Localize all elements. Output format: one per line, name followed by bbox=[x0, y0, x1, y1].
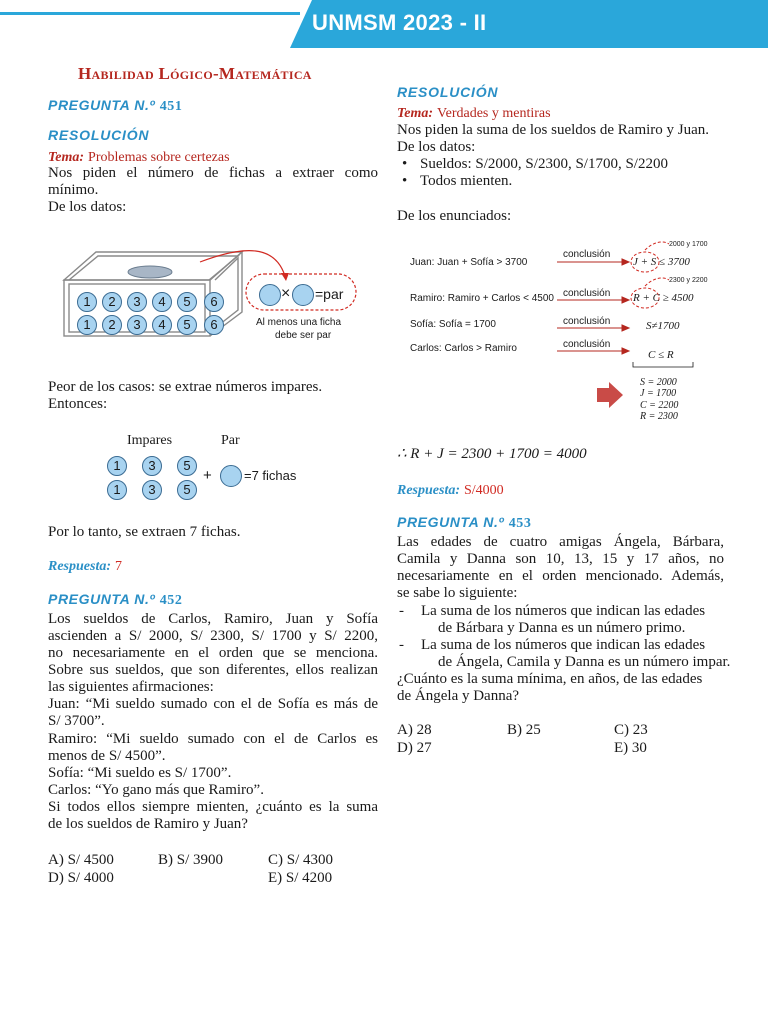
ball-token: 1 bbox=[107, 456, 127, 476]
tema-key: Tema: bbox=[397, 106, 434, 121]
header-title: UNMSM 2023 - II bbox=[312, 10, 487, 35]
option-b: B) S/ 3900 bbox=[158, 852, 224, 868]
note-line: debe ser par bbox=[275, 330, 332, 341]
ball-token: 4 bbox=[152, 315, 172, 335]
condition-item: - La suma de los números que indican las edades bbox=[421, 637, 705, 654]
tema-value: Verdades y mentiras bbox=[437, 106, 551, 121]
pregunta-452-heading bbox=[48, 591, 183, 609]
option-c: C) S/ 4300 bbox=[268, 852, 334, 868]
q452-text-line: Carlos: “Yo gano más que Ramiro”. bbox=[48, 782, 264, 798]
ball-token: 1 bbox=[107, 480, 127, 500]
tema-452 bbox=[397, 104, 551, 122]
pregunta-label: PREGUNTA N.º bbox=[48, 97, 156, 113]
ball-token: 1 bbox=[77, 315, 97, 335]
q452-text-line: Si todos ellos siempre mienten, ¿cuánto es la suma bbox=[48, 799, 378, 815]
q452-text-line: Sofía: “Mi sueldo es S/ 1700”. bbox=[48, 765, 232, 781]
pregunta-number: 453 bbox=[508, 516, 532, 531]
condition-item-cont: de Ángela, Camila y Danna es un número impar. bbox=[438, 654, 731, 670]
q453-text-line: Las edades de cuatro amigas Ángela, Bárbara, bbox=[397, 534, 724, 550]
q452-text-line: ascienden a S/ 2000, S/ 2300, S/ 1700 y S/ 2200, bbox=[48, 628, 378, 644]
q452-text-line: S/ 3700”. bbox=[48, 713, 105, 729]
header-rule bbox=[0, 12, 300, 15]
bullet-item: • Todos mienten. bbox=[420, 173, 512, 190]
final-value: C = 2200 bbox=[640, 400, 679, 411]
tema-451 bbox=[48, 148, 230, 166]
option-b: B) 25 bbox=[507, 722, 541, 738]
r452-text-line: De los datos: bbox=[397, 139, 476, 155]
par-label: Par bbox=[221, 433, 240, 448]
ball-token: 6 bbox=[204, 315, 224, 335]
tema-key: Tema: bbox=[48, 150, 85, 165]
ball-token: 3 bbox=[142, 456, 162, 476]
respuesta-452 bbox=[397, 481, 504, 499]
option-a: A) 28 bbox=[397, 722, 432, 738]
empty-ball bbox=[220, 465, 242, 487]
final-value: J = 1700 bbox=[640, 388, 677, 399]
respuesta-451 bbox=[48, 557, 122, 575]
ball-token: 5 bbox=[177, 315, 197, 335]
option-a: A) S/ 4500 bbox=[48, 852, 114, 868]
empty-ball bbox=[292, 284, 314, 306]
equals-par: =par bbox=[315, 286, 344, 302]
q451-text-line: Peor de los casos: se extrae números impares. bbox=[48, 379, 323, 395]
tema-value: Problemas sobre certezas bbox=[88, 150, 230, 165]
final-value: R = 2300 bbox=[640, 411, 678, 422]
pregunta-number: 451 bbox=[159, 99, 183, 114]
juan-result: J + S ≤ 3700 bbox=[633, 256, 690, 268]
page-header bbox=[0, 0, 768, 48]
empty-ball bbox=[259, 284, 281, 306]
resolucion-451-heading: RESOLUCIÓN bbox=[48, 127, 150, 143]
q453-text-line: se sabe lo siguiente: bbox=[397, 585, 518, 601]
q451-text-line: De los datos: bbox=[48, 199, 127, 215]
section-title: Habilidad Lógico-Matemática bbox=[78, 64, 312, 83]
option-e: E) S/ 4200 bbox=[268, 870, 333, 886]
pregunta-number: 452 bbox=[159, 593, 183, 608]
ball-token: 5 bbox=[177, 456, 197, 476]
condition-item-cont: de Bárbara y Danna es un número primo. bbox=[438, 620, 686, 636]
therefore-line: ∴ R + J = 2300 + 1700 = 4000 bbox=[397, 446, 587, 462]
juan-statement: Juan: Juan + Sofía > 3700 bbox=[410, 257, 528, 268]
ball-token: 6 bbox=[204, 292, 224, 312]
q453-text-line: necesariamente en el orden mencionado. Además, bbox=[397, 568, 724, 584]
condition-item: - La suma de los números que indican las edades bbox=[421, 603, 705, 620]
q452-text-line: de los sueldos de Ramiro y Juan? bbox=[48, 816, 248, 832]
respuesta-key: Respuesta: bbox=[397, 483, 460, 498]
note-line: Al menos una ficha bbox=[256, 317, 342, 328]
plus-sign: + bbox=[203, 467, 212, 484]
option-d: D) 27 bbox=[397, 740, 432, 756]
q451-text-line: Nos piden el número de fichas a extraer como bbox=[48, 165, 378, 181]
q453-question-line: ¿Cuánto es la suma mínima, en años, de las edades bbox=[397, 671, 703, 687]
q452-text-line: Sobre sus sueldos, que son diferentes, ellos realizan bbox=[48, 662, 378, 678]
q451-conclusion: Por lo tanto, se extraen 7 fichas. bbox=[48, 524, 241, 540]
q452-text-line: las siguientes afirmaciones: bbox=[48, 679, 214, 695]
hint-rc: 2300 y 2200 bbox=[669, 277, 708, 284]
ball-token: 3 bbox=[127, 292, 147, 312]
pregunta-label: PREGUNTA N.º bbox=[48, 591, 156, 607]
final-value: S = 2000 bbox=[640, 377, 677, 388]
carlos-statement: Carlos: Carlos > Ramiro bbox=[410, 343, 517, 354]
ball-token: 5 bbox=[177, 480, 197, 500]
respuesta-key: Respuesta: bbox=[48, 559, 111, 574]
q451-text-line: Entonces: bbox=[48, 396, 108, 412]
ball-token: 2 bbox=[102, 292, 122, 312]
conclusion-label: conclusión bbox=[563, 316, 611, 327]
impares-label: Impares bbox=[127, 433, 173, 448]
result-arrow bbox=[597, 382, 623, 408]
times-sign: × bbox=[281, 285, 291, 302]
respuesta-value: S/4000 bbox=[464, 483, 504, 498]
option-e: E) 30 bbox=[614, 740, 647, 756]
ball-token: 3 bbox=[127, 315, 147, 335]
conclusion-label: conclusión bbox=[563, 339, 611, 350]
pregunta-451-heading bbox=[48, 97, 183, 115]
sofia-statement: Sofía: Sofía = 1700 bbox=[410, 319, 496, 330]
ball-token: 3 bbox=[142, 480, 162, 500]
q452-text-line: Los sueldos de Carlos, Ramiro, Juan y Sofía bbox=[48, 611, 378, 627]
ball-token: 2 bbox=[102, 315, 122, 335]
pregunta-label: PREGUNTA N.º bbox=[397, 514, 505, 530]
bullet-item: • Sueldos: S/2000, S/2300, S/1700, S/2200 bbox=[420, 156, 668, 173]
q453-question-line: de Ángela y Danna? bbox=[397, 688, 520, 704]
pregunta-453-heading bbox=[397, 514, 532, 532]
respuesta-value: 7 bbox=[115, 559, 122, 574]
sofia-result: S≠1700 bbox=[646, 320, 680, 332]
q452-text-line: Ramiro: “Mi sueldo sumado con el de Carlos es bbox=[48, 731, 378, 747]
ball-token: 1 bbox=[77, 292, 97, 312]
conclusion-label: conclusión bbox=[563, 249, 611, 260]
r452-text-line: Nos piden la suma de los sueldos de Ramiro y Juan. bbox=[397, 122, 710, 138]
carlos-result: C ≤ R bbox=[648, 349, 674, 361]
conclusion-label: conclusión bbox=[563, 288, 611, 299]
option-d: D) S/ 4000 bbox=[48, 870, 114, 886]
q452-text-line: Juan: “Mi sueldo sumado con el de Sofía es más de bbox=[48, 696, 378, 712]
ball-token: 5 bbox=[177, 292, 197, 312]
carlos-brace bbox=[633, 362, 693, 367]
ball-token: 4 bbox=[152, 292, 172, 312]
box-slot bbox=[128, 266, 172, 278]
resolucion-452-heading: RESOLUCIÓN bbox=[397, 84, 499, 100]
q451-text-line: mínimo. bbox=[48, 182, 99, 198]
option-c: C) 23 bbox=[614, 722, 648, 738]
q452-text-line: menos de S/ 4500”. bbox=[48, 748, 166, 764]
ramiro-statement: Ramiro: Ramiro + Carlos < 4500 bbox=[410, 293, 554, 304]
ramiro-result: R + C ≥ 4500 bbox=[633, 292, 694, 304]
equals-seven: =7 fichas bbox=[244, 468, 297, 483]
q452-text-line: no necesariamente en el orden que se menciona. bbox=[48, 645, 378, 661]
r452-text-line: De los enunciados: bbox=[397, 208, 512, 224]
hint-js: 2000 y 1700 bbox=[669, 241, 708, 248]
q453-text-line: Camila y Danna son 10, 13, 15 y 17 años, no bbox=[397, 551, 724, 567]
